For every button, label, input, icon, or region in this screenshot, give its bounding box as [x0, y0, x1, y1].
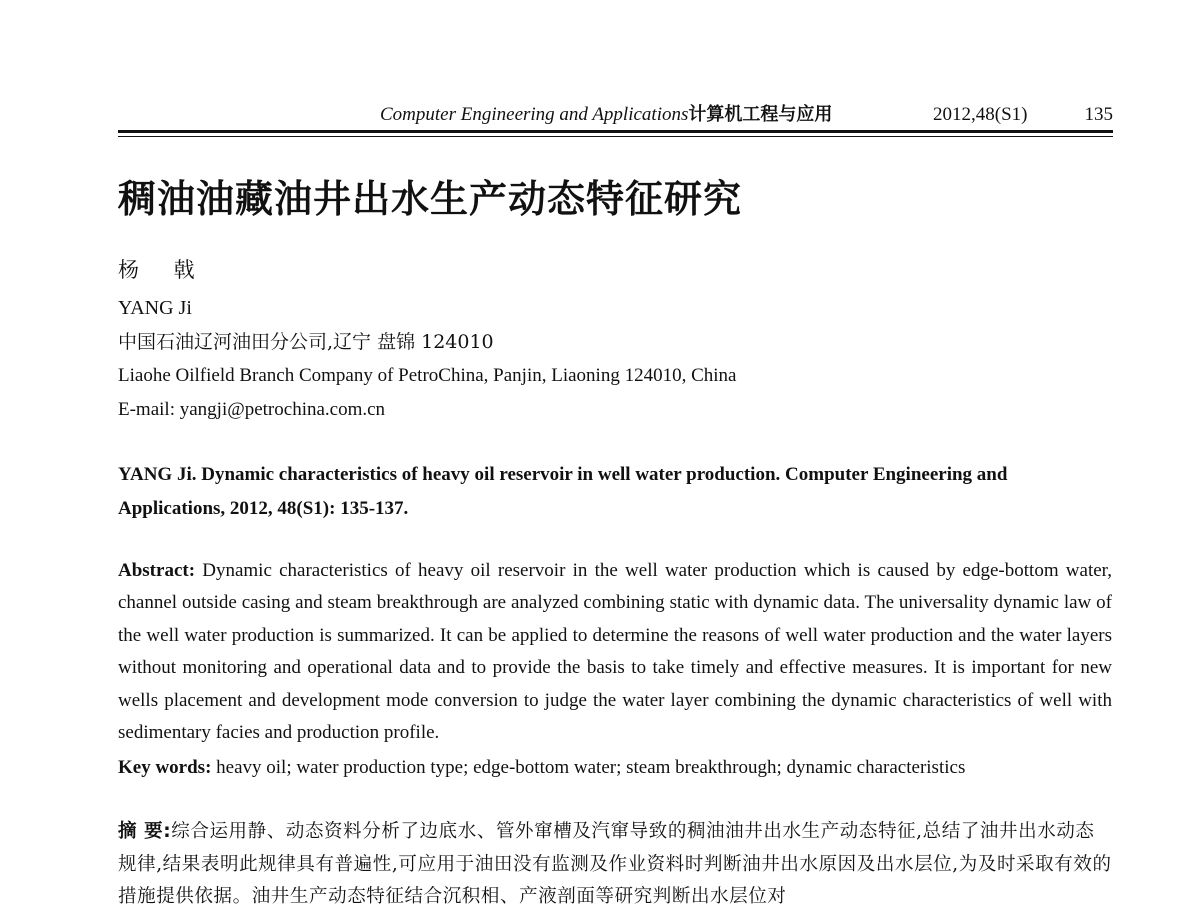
- abstract-cn-label: 摘 要:: [118, 821, 172, 842]
- abstract-en: [118, 555, 1112, 749]
- journal-name-cn: 计算机工程与应用: [688, 104, 833, 125]
- keywords-en: [118, 752, 1112, 784]
- volume-issue: 2012,48(S1): [933, 104, 1028, 125]
- affiliation-en: Liaohe Oilfield Branch Company of PetroChina, Panjin, Liaoning 124010, China: [118, 365, 737, 386]
- abstract-cn: [118, 816, 1113, 914]
- abstract-label: Abstract:: [118, 560, 196, 581]
- journal-name-en: Computer Engineering and Applications: [380, 104, 689, 125]
- keywords-label: Key words:: [118, 757, 212, 778]
- journal-name: [380, 104, 832, 126]
- header-rule-thick: [118, 130, 1113, 133]
- header-rule-thin: [118, 136, 1113, 137]
- author-name-cn: 杨 戟: [118, 258, 209, 282]
- keywords-text: heavy oil; water production type; edge-bottom water; steam breakthrough; dynamic characteristics: [216, 757, 966, 778]
- author-email: E-mail: yangji@petrochina.com.cn: [118, 399, 386, 420]
- author-name-en: YANG Ji: [118, 297, 192, 319]
- citation: YANG Ji. Dynamic characteristics of heavy oil reservoir in well water production. Computer Engineering and Applications, 2012, 48(S1): 135-137.: [118, 464, 1008, 519]
- abstract-text: Dynamic characteristics of heavy oil reservoir in the well water production which is caused by edge-bottom water, channel outside casing and steam breakthrough are analyzed combining static with dynamic data. The universality dynamic law of the well water production is summarized. It can be applied to determine the reasons of well water production and the water layers without monitoring and operational data and to provide the basis to take timely and effective measures. It is important for new wells placement and development mode conversion to judge the water layer combining the dynamic characteristics of well with sedimentary facies and production profile.: [118, 560, 1112, 744]
- affiliation-cn: 中国石油辽河油田分公司,辽宁 盘锦 124010: [118, 331, 494, 353]
- running-header: [118, 104, 1113, 126]
- paper-title: 稠油油藏油井出水生产动态特征研究: [118, 176, 743, 221]
- abstract-cn-text: 综合运用静、动态资料分析了边底水、管外窜槽及汽窜导致的稠油油井出水生产动态特征,总结了油井出水动态规律,结果表明此规律具有普遍性,可应用于油田没有监测及作业资料时判断油井出水原因及出水层位,为及时采取有效的措施提供依据。油井生产动态特征结合沉积相、产液剖面等研究判断出水层位对: [118, 821, 1112, 907]
- page-number: 135: [1084, 104, 1113, 125]
